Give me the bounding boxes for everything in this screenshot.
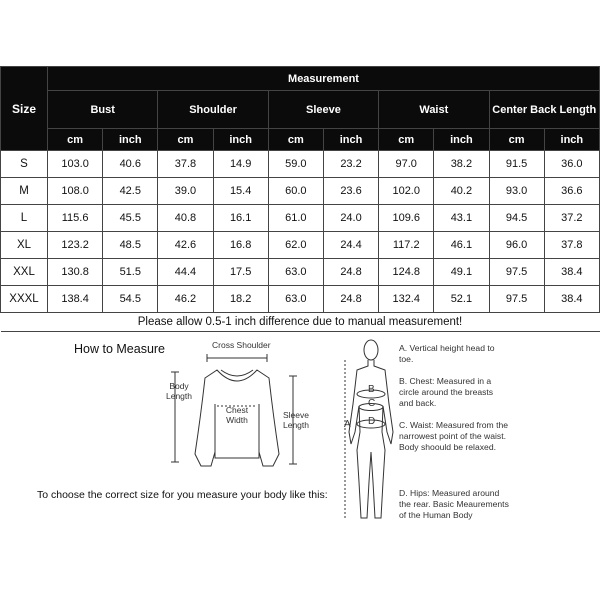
table-row [1, 205, 600, 232]
size-cell: XL [1, 232, 48, 259]
legend-item-d: D. Hips: Measured around the rear. Basic Meaurements of the Human Body [399, 488, 509, 520]
value-cell: 16.8 [213, 232, 268, 259]
value-cell: 40.6 [103, 151, 158, 178]
value-cell: 102.0 [379, 178, 434, 205]
body-letter-c: C [368, 398, 376, 409]
value-cell: 103.0 [48, 151, 103, 178]
value-cell: 36.0 [544, 151, 599, 178]
table-row [1, 232, 600, 259]
unit-header: cm [158, 129, 213, 151]
size-cell: L [1, 205, 48, 232]
value-cell: 37.8 [544, 232, 599, 259]
measurement-header: Measurement [48, 67, 600, 91]
sleeve-length-label: Sleeve Length [283, 410, 309, 430]
body-letter-d: D [368, 416, 376, 427]
value-cell: 42.5 [103, 178, 158, 205]
value-cell: 61.0 [268, 205, 323, 232]
value-cell: 39.0 [158, 178, 213, 205]
value-cell: 24.0 [323, 205, 378, 232]
value-cell: 45.5 [103, 205, 158, 232]
value-cell: 24.4 [323, 232, 378, 259]
unit-header: inch [213, 129, 268, 151]
table-row [1, 286, 600, 313]
value-cell: 52.1 [434, 286, 489, 313]
value-cell: 96.0 [489, 232, 544, 259]
value-cell: 24.8 [323, 259, 378, 286]
value-cell: 37.8 [158, 151, 213, 178]
value-cell: 23.2 [323, 151, 378, 178]
how-to-measure-title: How to Measure [74, 342, 166, 356]
value-cell: 117.2 [379, 232, 434, 259]
value-cell: 24.8 [323, 286, 378, 313]
value-cell: 132.4 [379, 286, 434, 313]
table-row [1, 151, 600, 178]
value-cell: 94.5 [489, 205, 544, 232]
unit-header: cm [268, 129, 323, 151]
value-cell: 91.5 [489, 151, 544, 178]
value-cell: 38.4 [544, 259, 599, 286]
size-cell: XXL [1, 259, 48, 286]
value-cell: 16.1 [213, 205, 268, 232]
value-cell: 48.5 [103, 232, 158, 259]
value-cell: 15.4 [213, 178, 268, 205]
size-header: Size [1, 67, 48, 151]
size-chart-table [0, 66, 600, 332]
value-cell: 108.0 [48, 178, 103, 205]
legend-item-c: C. Waist: Measured from the narrowest point of the waist. Body shoould be relaxed. [399, 420, 509, 452]
sweater-diagram [155, 334, 325, 474]
unit-header: inch [434, 129, 489, 151]
value-cell: 138.4 [48, 286, 103, 313]
value-cell: 115.6 [48, 205, 103, 232]
value-cell: 54.5 [103, 286, 158, 313]
value-cell: 63.0 [268, 286, 323, 313]
value-cell: 14.9 [213, 151, 268, 178]
unit-header: cm [48, 129, 103, 151]
value-cell: 62.0 [268, 232, 323, 259]
group-header: Shoulder [158, 91, 268, 129]
group-header: Sleeve [268, 91, 378, 129]
body-figure-diagram [335, 332, 399, 528]
legend-item-a: A. Vertical height head to toe. [399, 343, 495, 364]
body-letter-a: A [344, 419, 351, 430]
group-header: Waist [379, 91, 489, 129]
value-cell: 97.5 [489, 259, 544, 286]
value-cell: 60.0 [268, 178, 323, 205]
value-cell: 40.2 [434, 178, 489, 205]
value-cell: 18.2 [213, 286, 268, 313]
cross-shoulder-label: Cross Shoulder [212, 340, 271, 350]
value-cell: 59.0 [268, 151, 323, 178]
value-cell: 46.2 [158, 286, 213, 313]
value-cell: 23.6 [323, 178, 378, 205]
value-cell: 36.6 [544, 178, 599, 205]
value-cell: 42.6 [158, 232, 213, 259]
value-cell: 63.0 [268, 259, 323, 286]
size-cell: S [1, 151, 48, 178]
value-cell: 38.4 [544, 286, 599, 313]
unit-header: inch [323, 129, 378, 151]
body-letter-b: B [368, 384, 375, 395]
unit-header: cm [379, 129, 434, 151]
value-cell: 37.2 [544, 205, 599, 232]
legend-item-b: B. Chest: Measured in a circle around the breasts and back. [399, 376, 494, 408]
table-row [1, 178, 600, 205]
value-cell: 123.2 [48, 232, 103, 259]
value-cell: 97.5 [489, 286, 544, 313]
value-cell: 38.2 [434, 151, 489, 178]
size-cell: XXXL [1, 286, 48, 313]
value-cell: 46.1 [434, 232, 489, 259]
table-row [1, 259, 600, 286]
value-cell: 17.5 [213, 259, 268, 286]
value-cell: 93.0 [489, 178, 544, 205]
value-cell: 109.6 [379, 205, 434, 232]
size-cell: M [1, 178, 48, 205]
value-cell: 97.0 [379, 151, 434, 178]
unit-header: inch [544, 129, 599, 151]
chest-width-label: Chest Width [225, 405, 249, 425]
value-cell: 43.1 [434, 205, 489, 232]
body-length-label: Body Length [166, 381, 192, 401]
value-cell: 40.8 [158, 205, 213, 232]
value-cell: 51.5 [103, 259, 158, 286]
value-cell: 49.1 [434, 259, 489, 286]
unit-header: cm [489, 129, 544, 151]
value-cell: 130.8 [48, 259, 103, 286]
group-header: Bust [48, 91, 158, 129]
group-header: Center Back Length [489, 91, 600, 129]
unit-header: inch [103, 129, 158, 151]
value-cell: 44.4 [158, 259, 213, 286]
choose-size-instruction: To choose the correct size for you measure your body like this: [37, 489, 328, 501]
measurement-note: Please allow 0.5-1 inch difference due to manual measurement! [1, 313, 600, 332]
value-cell: 124.8 [379, 259, 434, 286]
